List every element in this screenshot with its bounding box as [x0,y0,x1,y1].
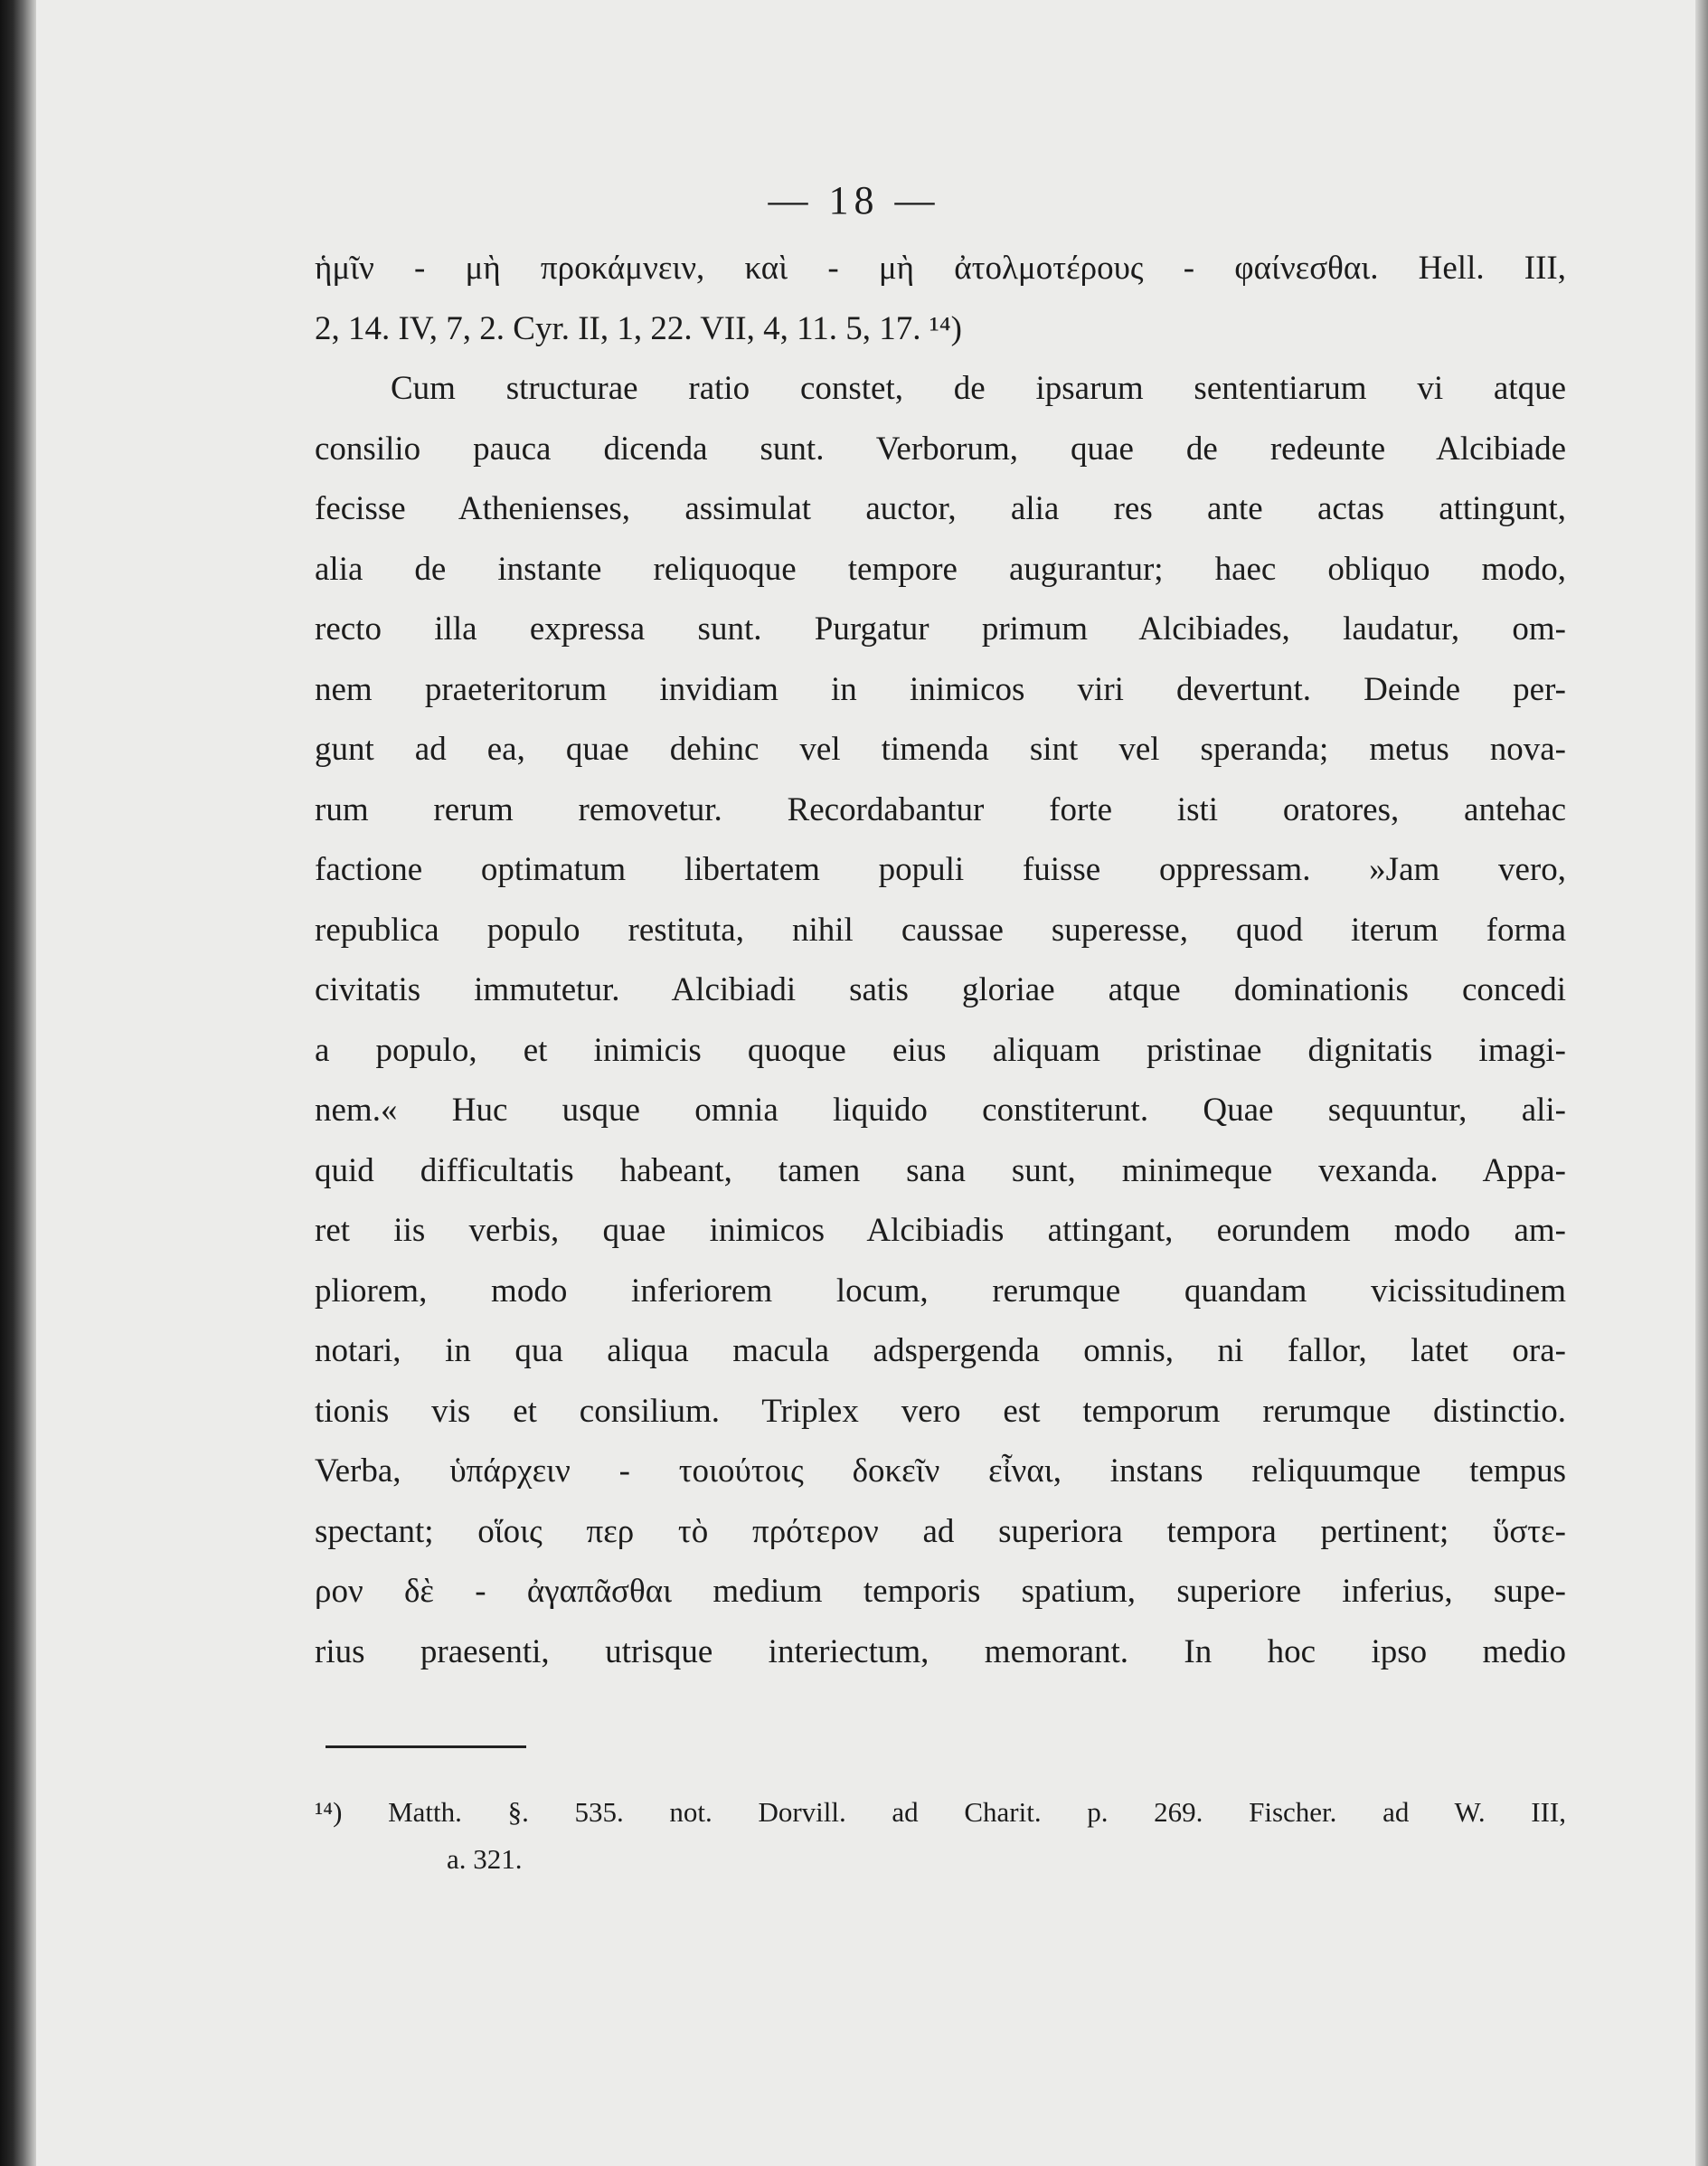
text-line: ἡμῖν - μὴ προκάμνειν, καὶ - μὴ ἀτολμοτέρους - φαίνεσθαι. Hell. III, [315,250,1566,287]
main-text [315,239,1566,1682]
text-line: factione optimatum libertatem populi fuisse oppressam. »Jam vero, [315,851,1566,888]
text-line: pliorem, modo inferiorem locum, rerumque quandam vicissitudinem [315,1272,1566,1310]
scan-binding-shadow [0,0,36,2166]
text-line: consilio pauca dicenda sunt. Verborum, quae de redeunte Alcibiade [315,430,1566,468]
text-line: rum rerum removetur. Recordabantur forte isti oratores, antehac [315,790,1566,828]
footnote-divider [326,1745,526,1748]
text-line: recto illa expressa sunt. Purgatur primum Alcibiades, laudatur, om- [315,610,1566,648]
text-line: ret iis verbis, quae inimicos Alcibiadis attingant, eorundem modo am- [315,1212,1566,1249]
text-line: Verba, ὑπάρχειν - τοιούτοις δοκεῖν εἶναι, instans reliquumque tempus [315,1452,1566,1490]
text-line: quid difficultatis habeant, tamen sana sunt, minimeque vexanda. Appa- [315,1151,1566,1189]
text-line: republica populo restituta, nihil caussae superesse, quod iterum forma [315,911,1566,949]
text-line: gunt ad ea, quae dehinc vel timenda sint vel speranda; metus nova- [315,731,1566,768]
text-line: spectant; οἵοις περ τὸ πρότερον ad superiora tempora pertinent; ὕστε- [315,1512,1566,1550]
text-line: a populo, et inimicis quoque eius aliquam pristinae dignitatis imagi- [315,1031,1566,1069]
text-line: tionis vis et consilium. Triplex vero est temporum rerumque distinctio. [315,1392,1566,1430]
text-line: 2, 14. IV, 7, 2. Cyr. II, 1, 22. VII, 4, 11. 5, 17. ¹⁴) [315,309,963,347]
scan-page-edge [1695,0,1708,2166]
text-line: alia de instante reliquoque tempore augurantur; haec obliquo modo, [315,550,1566,588]
text-line: fecisse Athenienses, assimulat auctor, alia res ante actas attingunt, [315,490,1566,527]
text-line: Cum structurae ratio constet, de ipsarum sententiarum vi atque [391,370,1566,407]
text-line: ρον δὲ - ἀγαπᾶσθαι medium temporis spatium, superiore inferius, supe- [315,1573,1566,1610]
text-line: nem praeteritorum invidiam in inimicos viri devertunt. Deinde per- [315,670,1566,708]
footnote-line: a. 321. [447,1843,523,1875]
text-line: civitatis immutetur. Alcibiadi satis gloriae atque dominationis concedi [315,971,1566,1008]
footnote-line: ¹⁴) Matth. §. 535. not. Dorvill. ad Charit. p. 269. Fischer. ad W. III, [315,1796,1566,1828]
page-number: — 18 — [768,178,940,222]
footnotes [315,1789,1566,1883]
text-line: rius praesenti, utrisque interiectum, memorant. In hoc ipso medio [315,1632,1566,1670]
text-line: notari, in qua aliqua macula adspergenda omnis, ni fallor, latet ora- [315,1332,1566,1369]
text-line: nem.« Huc usque omnia liquido constiterunt. Quae sequuntur, ali- [315,1092,1566,1129]
